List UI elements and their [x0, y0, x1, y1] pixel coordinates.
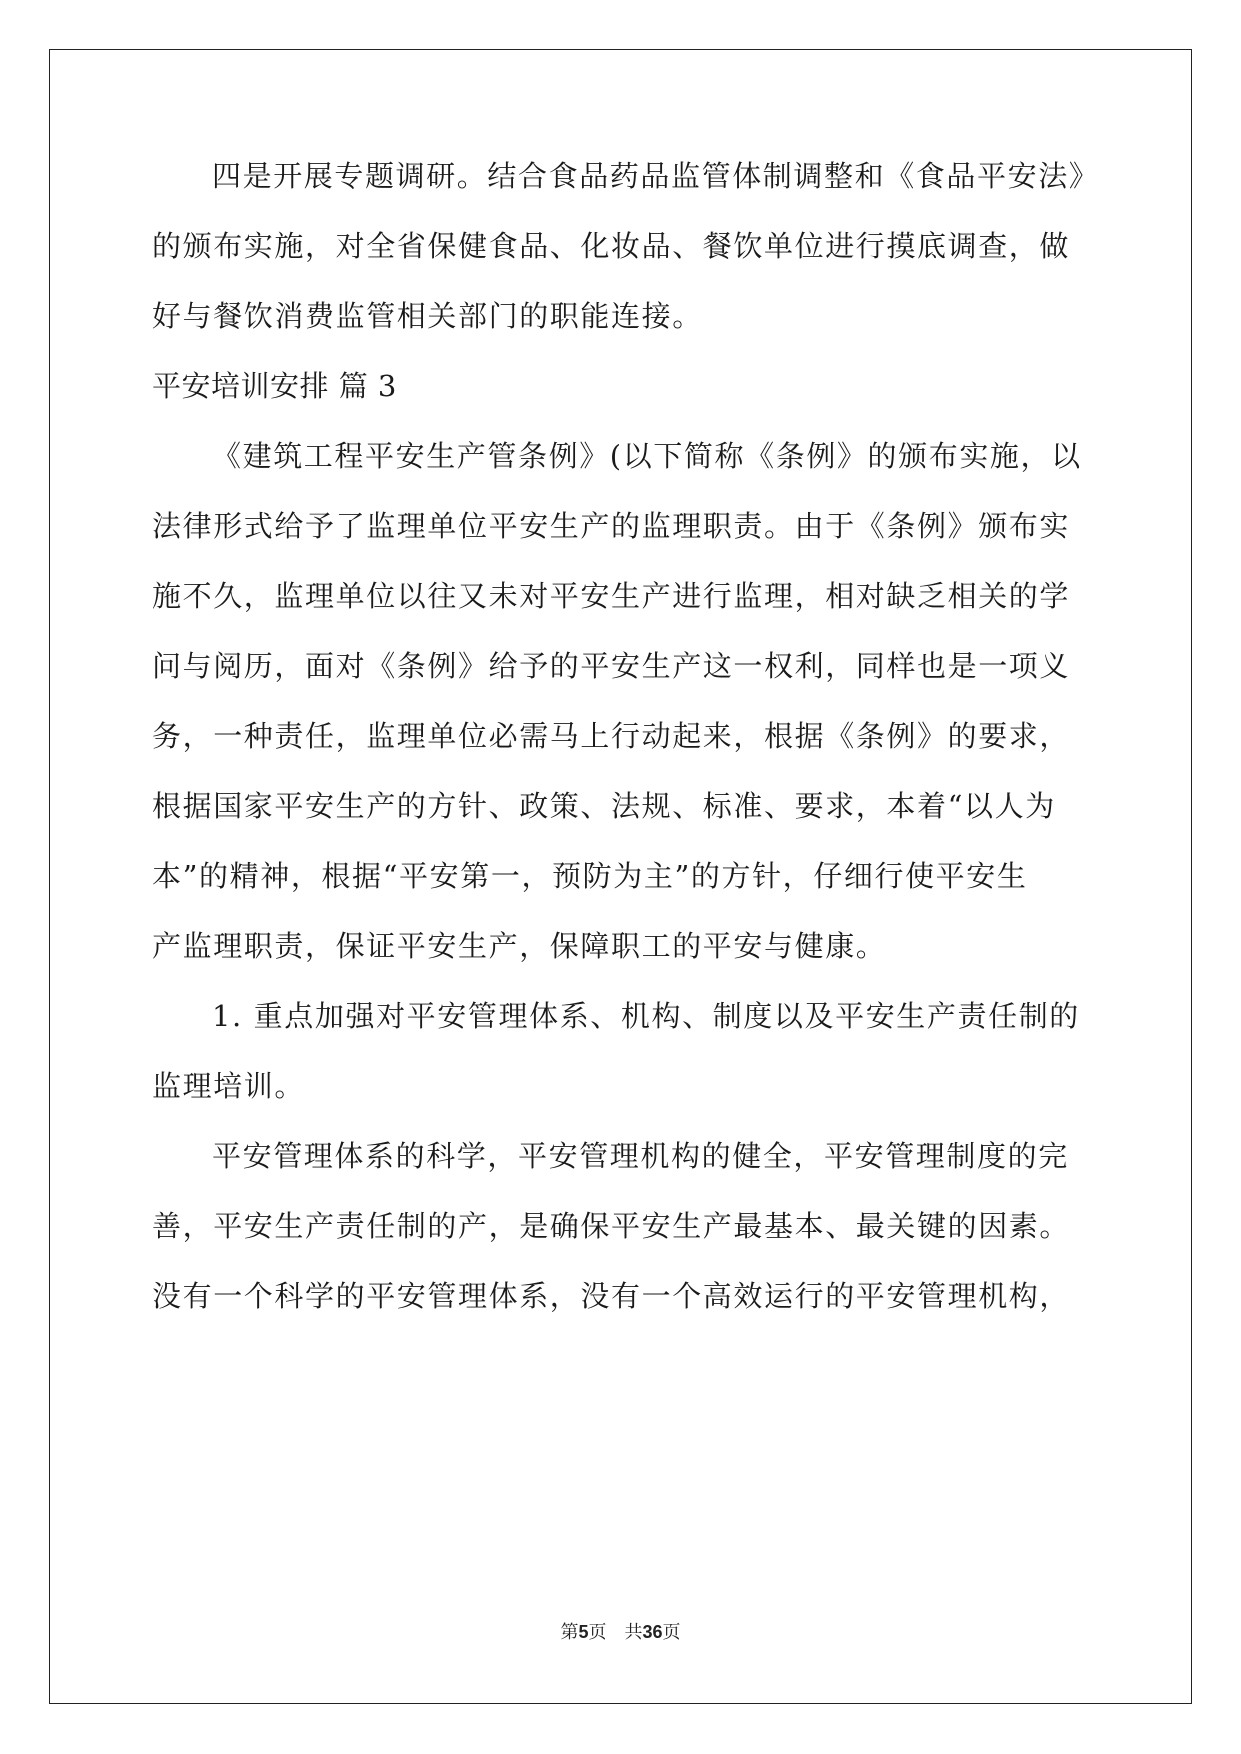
paragraph-line: 《建筑工程平安生产管条例》(以下简称《条例》的颁布实施，以: [212, 439, 1082, 473]
footer-page-number: 5: [578, 1622, 589, 1642]
paragraph-line: 根据国家平安生产的方针、政策、法规、标准、要求，本着“以人为: [152, 789, 1056, 823]
paragraph-line: 平安管理体系的科学，平安管理机构的健全，平安管理制度的完: [212, 1139, 1069, 1173]
paragraph-line: 施不久，监理单位以往又未对平安生产进行监理，相对缺乏相关的学: [152, 579, 1071, 613]
paragraph-line: 没有一个科学的平安管理体系，没有一个高效运行的平安管理机构，: [152, 1279, 1071, 1313]
footer-total-pages: 36: [642, 1622, 663, 1642]
paragraph-line: 本”的精神，根据“平安第一，预防为主”的方针，仔细行使平安生: [152, 859, 1028, 893]
paragraph-line: 四是开展专题调研。结合食品药品监管体制调整和《食品平安法》: [212, 159, 1100, 193]
paragraph-line: 法律形式给予了监理单位平安生产的监理职责。由于《条例》颁布实: [152, 509, 1071, 543]
paragraph-line: 好与餐饮消费监管相关部门的职能连接。: [152, 299, 703, 333]
footer-page-prefix: 第: [560, 1622, 579, 1643]
footer-total-prefix: 共: [624, 1622, 643, 1643]
page-footer: [0, 1620, 1241, 1645]
section-heading: 平安培训安排 篇 3: [152, 369, 397, 403]
paragraph-line: 务，一种责任，监理单位必需马上行动起来，根据《条例》的要求，: [152, 719, 1071, 753]
paragraph-line: 1. 重点加强对平安管理体系、机构、制度以及平安生产责任制的: [212, 999, 1080, 1033]
footer-page-suffix: 页: [588, 1622, 607, 1643]
footer-total-suffix: 页: [662, 1622, 681, 1643]
paragraph-line: 善，平安生产责任制的产，是确保平安生产最基本、最关键的因素。: [152, 1209, 1071, 1243]
paragraph-line: 监理培训。: [152, 1069, 306, 1103]
paragraph-line: 的颁布实施，对全省保健食品、化妆品、餐饮单位进行摸底调查，做: [152, 229, 1071, 263]
paragraph-line: 问与阅历，面对《条例》给予的平安生产这一权利，同样也是一项义: [152, 649, 1071, 683]
paragraph-line: 产监理职责，保证平安生产，保障职工的平安与健康。: [152, 929, 887, 963]
